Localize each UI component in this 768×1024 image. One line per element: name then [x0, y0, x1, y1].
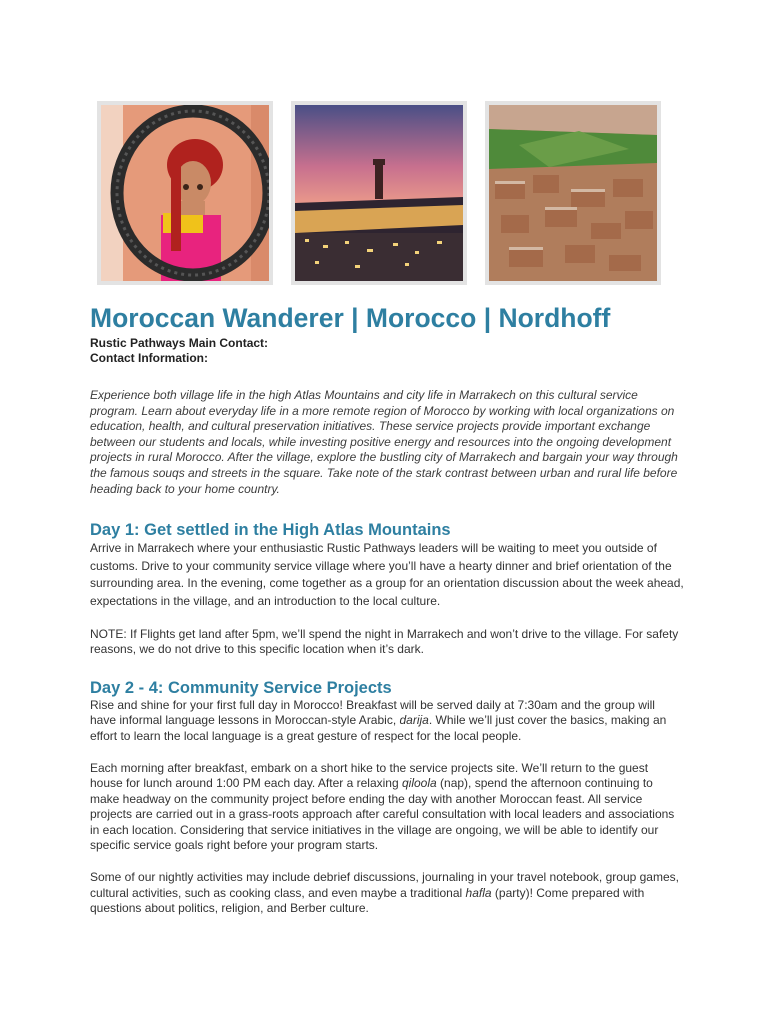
day2-p2-text: Each morning after breakfast, embark on a short hike to the service projects site. We’ll return to the guest house for lunch around 1:00 PM each day. After a relaxing: [90, 760, 649, 791]
darija-term: darija: [399, 713, 429, 728]
day1-body: Arrive in Marrakech where your enthusiastic Rustic Pathways leaders will be waiting to meet you outside of customs. Drive to your community service village where you’ll have a hearty dinner and brief orientation of the surrounding area. In the evening, come together as a group for an orientation discussion about the week ahead, expectations in the village, and an introduction to the local culture.: [90, 541, 684, 608]
girl-framed-by-tire-photo: [97, 101, 273, 285]
atlas-village-hillside-photo: [485, 101, 661, 285]
day2-paragraph-1: [90, 698, 684, 745]
contact-information-label: Contact Information:: [90, 351, 208, 365]
page-title: Moroccan Wanderer | Morocco | Nordhoff: [90, 303, 611, 333]
program-intro: Experience both village life in the high Atlas Mountains and city life in Marrakech on this cultural service program. Learn about everyday life in a more remote region of Morocco by working with local organizations on education, health, and cultural preservation initiatives. These service projects provide important exchange between our students and locals, while investing positive energy and resources into the ongoing development projects in rural Morocco. After the village, explore the bustling city of Marrakech and bargain your way through the famous souqs and streets in the square. Take note of the stark contrast between urban and rural life before heading back to your home country.: [90, 388, 678, 496]
day2-heading: Day 2 - 4: Community Service Projects: [90, 678, 392, 697]
marrakech-square-at-dusk-photo: [291, 101, 467, 285]
photo-strip: [97, 101, 661, 285]
day1-heading: Day 1: Get settled in the High Atlas Mountains: [90, 521, 451, 540]
contact-block: [90, 336, 684, 366]
day1-note: NOTE: If Flights get land after 5pm, we’ll spend the night in Marrakech and won’t drive to the village. For safety reasons, we do not drive to this specific location when it’s dark.: [90, 626, 679, 657]
day2-paragraph-2: [90, 761, 684, 855]
day2-p2-text-end: (nap), spend the afternoon continuing to make headway on the community project before ending the day with another Moroccan feast. All service projects are carried out in a grass-roots approach after careful consultation with local leaders and associations in each location. Considering that service initiatives in the village are ongoing, we will be able to identify our specific service goals right before your program starts.: [90, 776, 675, 853]
day2-p3-text: Some of our nightly activities may include debrief discussions, journaling in your travel notebook, group games, cultural activities, such as cooking class, and even maybe a traditional: [90, 870, 679, 900]
main-contact-label: Rustic Pathways Main Contact:: [90, 336, 269, 350]
qiloola-term: qiloola: [401, 776, 437, 791]
hafla-term: hafla: [465, 885, 492, 900]
day2-paragraph-3: [90, 870, 684, 917]
itinerary-content: [90, 302, 684, 917]
day2-p1-text-end: . While we’ll just cover the basics, making an effort to learn the local language is a great gesture of respect for the local people.: [90, 713, 667, 743]
day2-p1-text: Rise and shine for your first full day in Morocco! Breakfast will be served daily at 7:30am and the group will have informal language lessons in Moroccan-style Arabic,: [90, 697, 655, 728]
day2-p3-text-end: (party)! Come prepared with questions about politics, religion, and Berber culture.: [90, 885, 645, 916]
